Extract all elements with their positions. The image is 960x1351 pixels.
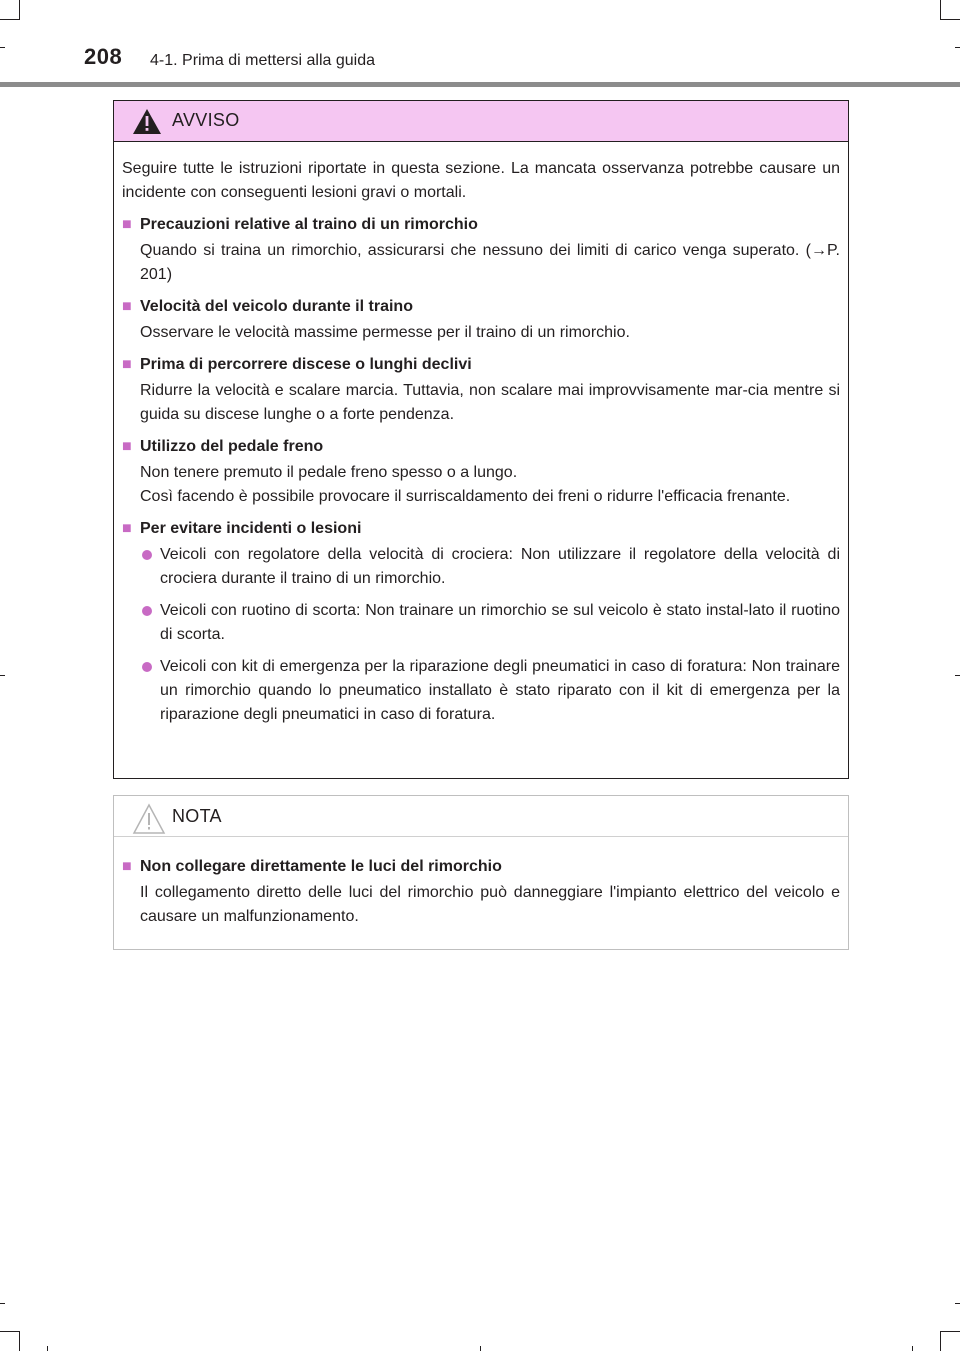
square-bullet-icon: ■ xyxy=(122,438,132,455)
header-rule xyxy=(0,82,960,87)
avviso-header xyxy=(114,101,848,142)
square-bullet-icon: ■ xyxy=(122,520,132,537)
registration-tick xyxy=(912,1346,913,1351)
nota-title: NOTA xyxy=(172,806,222,826)
section-title: 4-1. Prima di mettersi alla guida xyxy=(150,52,375,69)
section-heading-text: Prima di percorrere discese o lunghi declivi xyxy=(140,356,472,373)
section-heading xyxy=(122,213,840,237)
avviso-title: AVVISO xyxy=(172,110,240,130)
caution-triangle-icon xyxy=(132,803,166,840)
list-item xyxy=(140,543,840,591)
round-bullet-icon xyxy=(142,662,152,672)
section-heading xyxy=(122,517,840,541)
section-heading-text: Per evitare incidenti o lesioni xyxy=(140,520,362,537)
list-item-text: Veicoli con kit di emergenza per la riparazione degli pneumatici in caso di foratura: Non trainare un rimorchio quando lo pneumatico installato è stato riparato con il kit di emergenza per la riparazione degli pneumatici in caso di foratura. xyxy=(160,658,840,723)
section-heading xyxy=(122,353,840,377)
section-text: Quando si traina un rimorchio, assicurarsi che nessuno dei limiti di carico venga superato. (→P. 201) xyxy=(140,242,840,283)
section-heading xyxy=(122,295,840,319)
registration-tick xyxy=(480,1346,481,1351)
registration-tick xyxy=(955,675,960,676)
registration-tick xyxy=(0,675,5,676)
nota-body xyxy=(114,837,848,929)
list-item-text: Veicoli con regolatore della velocità di crociera: Non utilizzare il regolatore della velocità di crociera durante il traino di un rimorchio. xyxy=(160,546,840,587)
avviso-body xyxy=(114,142,848,727)
warning-triangle-icon xyxy=(132,108,162,140)
square-bullet-icon: ■ xyxy=(122,216,132,233)
list-item xyxy=(140,655,840,727)
nota-header xyxy=(114,796,848,837)
section-text: Il collegamento diretto delle luci del rimorchio può danneggiare l'impianto elettrico del veicolo e causare un malfunzionamento. xyxy=(140,884,840,925)
list-item xyxy=(140,599,840,647)
nota-box xyxy=(113,795,849,950)
section-text: Ridurre la velocità e scalare marcia. Tuttavia, non scalare mai improvvisamente mar-cia mentre si guida su discese lunghe o a forte pendenza. xyxy=(140,382,840,423)
page-header xyxy=(0,0,960,90)
section-heading xyxy=(122,435,840,459)
registration-tick xyxy=(0,1303,5,1304)
square-bullet-icon: ■ xyxy=(122,858,132,875)
avviso-box xyxy=(113,100,849,779)
avviso-intro: Seguire tutte le istruzioni riportate in questa sezione. La mancata osservanza potrebbe causare un incidente con conseguenti lesioni gravi o mortali. xyxy=(122,160,840,201)
list-item-text: Veicoli con ruotino di scorta: Non trainare un rimorchio se sul veicolo è stato instal-lato il ruotino di scorta. xyxy=(160,602,840,643)
section-heading xyxy=(122,855,840,879)
registration-tick xyxy=(47,1346,48,1351)
crop-mark-bottom-right-h xyxy=(940,1331,960,1332)
section-heading-text: Utilizzo del pedale freno xyxy=(140,438,324,455)
square-bullet-icon: ■ xyxy=(122,356,132,373)
section-heading-text: Velocità del veicolo durante il traino xyxy=(140,298,413,315)
section-heading-text: Non collegare direttamente le luci del rimorchio xyxy=(140,858,502,875)
round-bullet-icon xyxy=(142,550,152,560)
section-text: Non tenere premuto il pedale freno spesso o a lungo. xyxy=(140,464,518,481)
crop-mark-bottom-left-v xyxy=(19,1331,20,1351)
crop-mark-bottom-left-h xyxy=(0,1331,20,1332)
registration-tick xyxy=(955,1303,960,1304)
page-number: 208 xyxy=(84,44,123,69)
section-text: Così facendo è possibile provocare il surriscaldamento dei freni o ridurre l'efficacia frenante. xyxy=(140,488,791,505)
section-text: Osservare le velocità massime permesse per il traino di un rimorchio. xyxy=(140,324,630,341)
crop-mark-bottom-right-v xyxy=(940,1331,941,1351)
square-bullet-icon: ■ xyxy=(122,298,132,315)
section-heading-text: Precauzioni relative al traino di un rimorchio xyxy=(140,216,478,233)
round-bullet-icon xyxy=(142,606,152,616)
